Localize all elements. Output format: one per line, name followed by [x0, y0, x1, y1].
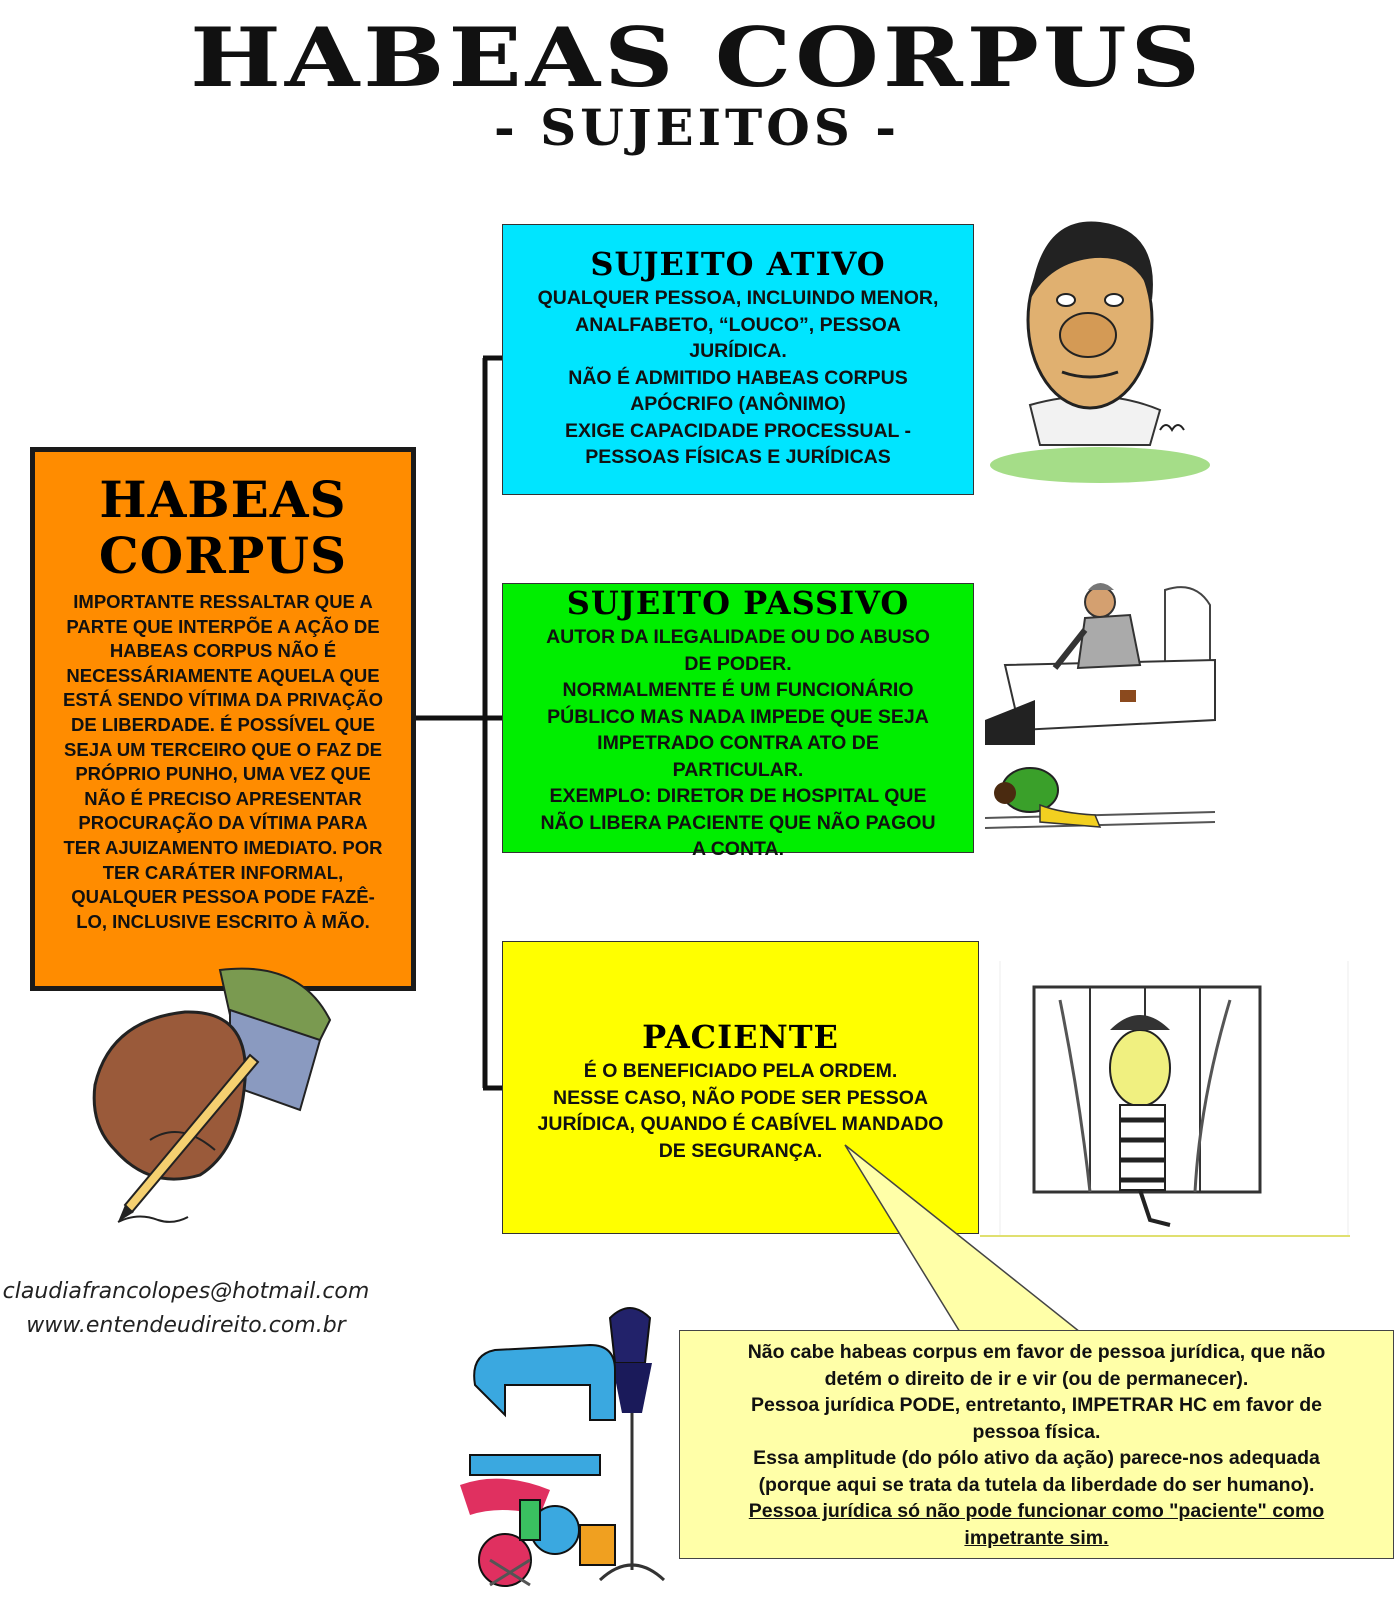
text-line: ANALFABETO, “LOUCO”, PESSOA: [575, 313, 901, 336]
paciente-text: [503, 1058, 978, 1164]
text-line: DE PODER.: [684, 652, 792, 675]
text-line: PROCURAÇÃO DA VÍTIMA PARA: [78, 812, 368, 834]
callout-line: (porque aqui se trata da tutela da liberdade do ser humano).: [758, 1473, 1315, 1496]
text-line: APÓCRIFO (ANÔNIMO): [630, 393, 846, 415]
text-line: NECESSÁRIAMENTE AQUELA QUE: [66, 664, 380, 686]
text-line: PARTICULAR.: [672, 758, 804, 781]
text-line: JURÍDICA, QUANDO É CABÍVEL MANDADO: [537, 1113, 944, 1135]
text-line: NORMALMENTE É UM FUNCIONÁRIO: [562, 679, 914, 701]
text-line: EXEMPLO: DIRETOR DE HOSPITAL QUE: [549, 785, 927, 807]
text-line: IMPETRADO CONTRA ATO DE: [597, 732, 879, 754]
text-line: LO, INCLUSIVE ESCRITO À MÃO.: [76, 910, 370, 932]
text-line: IMPORTANTE RESSALTAR QUE A: [73, 591, 373, 612]
callout-line: Pessoa jurídica PODE, entretanto, IMPETRAR HC em favor de: [750, 1394, 1323, 1416]
paciente-box: [502, 941, 979, 1234]
sujeito-ativo-heading: SUJEITO ATIVO: [590, 245, 886, 283]
text-line: NESSE CASO, NÃO PODE SER PESSOA: [553, 1086, 928, 1109]
main-box-heading: HABEAS CORPUS: [98, 470, 348, 585]
paciente-heading: PACIENTE: [642, 1018, 839, 1056]
callout-underlined-line: Pessoa jurídica só não pode funcionar como "paciente" como: [748, 1500, 1325, 1522]
callout-line: Essa amplitude (do pólo ativo da ação) parece-nos adequada: [753, 1447, 1320, 1469]
page-title: HABEAS CORPUS: [190, 9, 1204, 106]
text-line: ESTÁ SENDO VÍTIMA DA PRIVAÇÃO: [62, 689, 383, 711]
text-line: PÚBLICO MAS NADA IMPEDE QUE SEJA: [547, 705, 929, 728]
callout-line: detém o direito de ir e vir (ou de permanecer).: [824, 1367, 1249, 1390]
main-box: [30, 447, 416, 991]
text-line: TER AJUIZAMENTO IMEDIATO. POR: [63, 836, 383, 858]
text-line: EXIGE CAPACIDADE PROCESSUAL -: [565, 419, 911, 442]
sujeito-passivo-text: [503, 624, 973, 863]
text-line: AUTOR DA ILEGALIDADE OU DO ABUSO: [546, 626, 930, 648]
callout-line: pessoa física.: [972, 1420, 1101, 1443]
text-line: JURÍDICA.: [689, 340, 787, 362]
sujeito-ativo-text: [503, 285, 973, 471]
text-line: PESSOAS FÍSICAS E JURÍDICAS: [585, 446, 891, 468]
email-text: claudiafrancolopes@hotmail.com: [2, 1279, 370, 1304]
website-text: www.entendeudireito.com.br: [26, 1313, 346, 1338]
main-box-text: [43, 590, 403, 934]
text-line: SEJA UM TERCEIRO QUE O FAZ DE: [64, 738, 382, 760]
text-line: É O BENEFICIADO PELA ORDEM.: [583, 1060, 898, 1082]
callout-note: [679, 1330, 1394, 1559]
text-line: QUALQUER PESSOA, INCLUINDO MENOR,: [537, 287, 939, 309]
contact-info: [0, 1275, 372, 1343]
sujeito-passivo-heading: SUJEITO PASSIVO: [566, 584, 910, 622]
callout-underlined-line: impetrante sim.: [964, 1526, 1109, 1549]
sujeito-ativo-box: [502, 224, 974, 495]
text-line: PARTE QUE INTERPÕE A AÇÃO DE: [66, 615, 380, 637]
text-line: PRÓPRIO PUNHO, UMA VEZ QUE: [75, 763, 371, 785]
text-line: DE LIBERDADE. É POSSÍVEL QUE: [71, 713, 375, 735]
text-line: NÃO É ADMITIDO HABEAS CORPUS: [568, 366, 908, 389]
sujeito-passivo-box: [502, 583, 974, 860]
text-line: HABEAS CORPUS NÃO É: [109, 640, 337, 662]
text-line: NÃO É PRECISO APRESENTAR: [84, 787, 362, 809]
text-line: A CONTA.: [691, 838, 785, 860]
text-line: NÃO LIBERA PACIENTE QUE NÃO PAGOU: [540, 811, 936, 834]
text-line: QUALQUER PESSOA PODE FAZÊ-: [71, 886, 375, 908]
text-line: DE SEGURANÇA.: [658, 1139, 823, 1162]
text-line: TER CARÁTER INFORMAL,: [102, 861, 344, 883]
page-subtitle: - SUJEITOS -: [493, 98, 901, 157]
callout-line: Não cabe habeas corpus em favor de pessoa jurídica, que não: [747, 1341, 1326, 1363]
